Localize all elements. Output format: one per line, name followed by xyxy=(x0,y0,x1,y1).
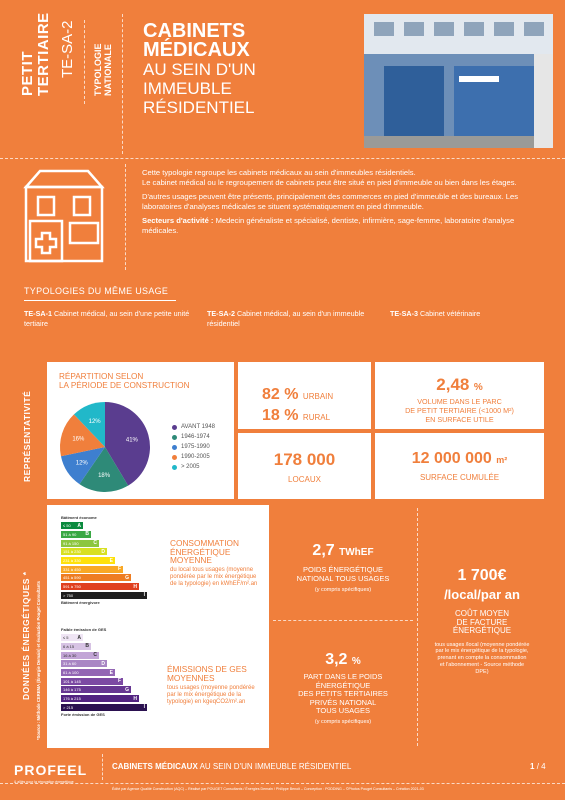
divider xyxy=(0,783,565,784)
part-note: (y compris spécifiques) xyxy=(314,718,372,725)
scale-range: 91 à 150 xyxy=(63,540,79,546)
scale-letter: H xyxy=(133,583,137,590)
same-usage-text: Cabinet médical, au sein d'un immeuble résidentiel xyxy=(207,309,365,328)
description-text: Le cabinet médical ou le regroupement de cabinets peut être situé en pied d'immeuble ou bien dans les étages. xyxy=(142,178,517,187)
scale-letter: C xyxy=(93,652,97,659)
scale-range: 176 à 215 xyxy=(63,696,81,702)
scale-letter: I xyxy=(143,592,145,599)
locaux-label: LOCAUX xyxy=(288,475,321,484)
divider xyxy=(125,164,126,270)
volume-unit: % xyxy=(473,382,483,393)
scale-letter: E xyxy=(109,557,113,564)
surface-panel xyxy=(375,433,544,499)
pie-slice-label: 41% xyxy=(125,437,138,444)
footer-title-rest: AU SEIN D'UN IMMEUBLE RÉSIDENTIEL xyxy=(197,762,352,771)
page-number xyxy=(530,762,546,771)
title-line: RÉSIDENTIEL xyxy=(143,98,255,117)
same-usage-item[interactable] xyxy=(207,309,375,329)
cost-desc: tous usages /local (moyenne pondérée par le mix énergétique de la typologie, prenant en compte la consommation et l'abonnement - Source méthode DPE) xyxy=(434,641,530,675)
scale-range: 591 à 750 xyxy=(63,584,81,590)
pie-slice-label: 18% xyxy=(98,472,111,479)
dpe-scale xyxy=(61,515,151,605)
scale-row xyxy=(61,651,151,659)
scale-row xyxy=(61,704,151,712)
ges-bottom-label: Forte émission de GES xyxy=(61,712,105,718)
same-usage-title: TYPOLOGIES DU MÊME USAGE xyxy=(24,286,169,296)
ges-top-label: Faible émission de GES xyxy=(61,627,107,632)
same-usage-code: TE-SA-3 xyxy=(390,309,418,318)
scale-range: ≤ 50 xyxy=(63,523,71,529)
footer-credits: Édité par Agence Qualité Construction (AQC) – Réalisé par POUGET Consultants / Énergies Demain / Philippe Benoit – Conception : PODDING – ©Photos Pouget Consultants – Création 2021-03 xyxy=(112,787,424,791)
pie-slice-label: 12% xyxy=(75,460,88,467)
legend-swatch xyxy=(172,445,177,450)
legend-item xyxy=(172,444,215,450)
rural-row xyxy=(262,407,372,425)
surface-row xyxy=(375,450,544,468)
part-label-line: TOUS USAGES xyxy=(315,706,371,715)
volume-label-line: VOLUME DANS LE PARC xyxy=(417,397,502,406)
footer-title-bold: CABINETS MÉDICAUX xyxy=(112,762,198,771)
typology-line-2: NATIONALE xyxy=(103,44,113,96)
legend-swatch xyxy=(172,435,177,440)
scale-letter: I xyxy=(143,704,145,711)
urban-rural-panel xyxy=(238,362,371,429)
divider xyxy=(417,508,418,746)
scale-range: 51 à 90 xyxy=(63,531,77,537)
scale-bar xyxy=(61,695,139,702)
scale-bar xyxy=(61,660,107,667)
legend-label: 1946-1974 xyxy=(181,434,210,440)
scale-letter: D xyxy=(101,660,105,667)
scale-letter: A xyxy=(77,522,81,529)
scale-row xyxy=(61,548,151,556)
scale-row xyxy=(61,592,151,600)
scale-range: > 215 xyxy=(63,704,74,710)
pie-title-line: LA PÉRIODE DE CONSTRUCTION xyxy=(59,381,190,390)
twh-label-line: POIDS ÉNERGÉTIQUE xyxy=(302,565,383,574)
category-label xyxy=(20,12,52,96)
scale-bar xyxy=(61,634,83,641)
scale-bar xyxy=(61,678,123,685)
rural-value: 18 % xyxy=(262,407,299,424)
scale-row xyxy=(61,634,151,642)
volume-label-line: EN SURFACE UTILE xyxy=(425,415,494,424)
same-usage-text: Cabinet médical, au sein d'une petite unité tertiaire xyxy=(24,309,190,328)
volume-row xyxy=(375,376,544,397)
legend-label: 1975-1990 xyxy=(181,444,210,450)
scale-row xyxy=(61,539,151,547)
cost-label-line: DE FACTURE xyxy=(456,617,508,627)
legend-item xyxy=(172,454,215,460)
title-line: IMMEUBLE xyxy=(143,79,232,98)
typology-code: TE-SA-2 xyxy=(59,20,76,78)
scale-bar xyxy=(61,643,91,650)
part-label-line: ÉNERGÉTIQUE xyxy=(315,680,371,690)
page-total: / 4 xyxy=(536,762,546,771)
scale-range: 61 à 100 xyxy=(63,670,79,675)
scale-row xyxy=(61,660,151,668)
divider xyxy=(273,620,413,621)
scale-row xyxy=(61,686,151,694)
scale-range: 151 à 230 xyxy=(63,549,81,555)
energy-source-note: *Source : Méthode CEREMA (Énergie Demain) et évaluation Pouget Consultants xyxy=(36,581,41,740)
cost-value: 1 700€ xyxy=(457,567,507,584)
dpe-top-label: Bâtiment économe xyxy=(61,515,97,520)
scale-range: > 750 xyxy=(63,592,74,598)
volume-label xyxy=(375,397,544,424)
title-line: CABINETS xyxy=(143,20,246,42)
pie-slice-label: 16% xyxy=(72,436,85,443)
scale-row xyxy=(61,522,151,530)
part-label-line: DES PETITS TERTIAIRES xyxy=(298,689,388,698)
scale-range: 101 à 145 xyxy=(63,678,81,684)
energy-label: DONNÉES ÉNERGÉTIQUES * xyxy=(21,571,31,700)
typology-national-label xyxy=(93,43,113,96)
same-usage-code: TE-SA-2 xyxy=(207,309,235,318)
typology-line-1: TYPOLOGIE xyxy=(93,43,103,96)
twh-panel xyxy=(273,505,413,617)
scale-letter: B xyxy=(85,531,89,538)
divider xyxy=(47,618,269,619)
cost-label-line: COÛT MOYEN xyxy=(454,609,510,618)
same-usage-item[interactable] xyxy=(390,309,550,319)
scale-bar xyxy=(61,592,147,599)
scale-bar xyxy=(61,652,99,659)
ges-scale xyxy=(61,627,151,717)
scale-letter: F xyxy=(117,678,121,685)
divider xyxy=(0,158,565,159)
representativity-label: REPRÉSENTATIVITÉ xyxy=(22,390,32,482)
scale-row xyxy=(61,695,151,703)
legend-swatch xyxy=(172,465,177,470)
divider xyxy=(24,300,176,301)
legend-label: > 2005 xyxy=(181,464,200,470)
dpe-bottom-label: Bâtiment énergivore xyxy=(61,600,100,606)
scale-letter: C xyxy=(93,540,97,547)
scale-range: 451 à 590 xyxy=(63,575,81,581)
scale-letter: H xyxy=(133,695,137,702)
sector-label: Secteurs d'activité : xyxy=(142,216,214,225)
title-line: MÉDICAUX xyxy=(143,39,250,61)
scale-range: 31 à 60 xyxy=(63,661,77,667)
scale-letter: A xyxy=(77,634,81,641)
conso-desc: du local tous usages (moyenne pondérée par le mix énergétique de la typologie) en kWhEF/m².an xyxy=(170,567,258,587)
scale-range: 146 à 175 xyxy=(63,687,81,693)
profeel-logo: PROFEEL xyxy=(14,762,88,778)
scale-bar xyxy=(61,686,131,693)
building-icon xyxy=(18,165,110,270)
volume-label-line: DE PETIT TERTIAIRE (<1000 M²) xyxy=(405,406,514,415)
twh-value: 2,7 xyxy=(312,542,335,559)
sector-text xyxy=(142,216,542,236)
legend-label: AVANT 1948 xyxy=(181,424,216,430)
scale-range: 331 à 450 xyxy=(63,566,81,572)
rural-label: RURAL xyxy=(302,413,331,422)
urban-value: 82 % xyxy=(262,386,299,403)
scale-range: ≤ 5 xyxy=(63,635,69,641)
pie-chart xyxy=(55,398,167,496)
pie-title xyxy=(59,372,190,390)
volume-panel xyxy=(375,362,544,429)
pie-slice-label: 12% xyxy=(88,419,101,426)
scale-bar xyxy=(61,522,83,529)
category-line-1: PETIT xyxy=(19,50,36,96)
description-text: D'autres usages peuvent être présents, principalement des commerces en pied d'immeuble et des bureaux. Les laboratoires d'analyses médicales se situent systématiquement en pied d'immeuble. xyxy=(142,192,519,211)
legend-item xyxy=(172,434,215,440)
pie-legend xyxy=(172,424,215,474)
scale-range: 6 à 15 xyxy=(63,643,75,649)
same-usage-code: TE-SA-1 xyxy=(24,309,52,318)
title-line: AU SEIN D'UN xyxy=(143,60,256,79)
cost-unit: /local/par an xyxy=(444,587,520,602)
scale-bar xyxy=(61,566,123,573)
volume-value: 2,48 xyxy=(436,375,470,394)
twh-note: (y compris spécifiques) xyxy=(314,587,372,593)
conso-title: CONSOMMATION ÉNERGÉTIQUE MOYENNE xyxy=(170,538,239,565)
divider xyxy=(84,20,85,104)
scale-bar xyxy=(61,574,131,581)
scale-row xyxy=(61,557,151,565)
legend-item xyxy=(172,464,215,470)
divider xyxy=(102,754,103,780)
sector-value: Medecin généraliste et spécialisé, dentiste, infirmière, sage-femme, laboratoire d'analyse médicales. xyxy=(142,216,515,235)
scale-range: 16 à 30 xyxy=(63,652,77,658)
scale-row xyxy=(61,677,151,685)
legend-item xyxy=(172,424,215,430)
scale-letter: D xyxy=(101,548,105,555)
twh-label-line: NATIONAL TOUS USAGES xyxy=(296,573,390,583)
scale-letter: F xyxy=(117,566,121,573)
category-line-2: TERTIAIRE xyxy=(35,12,52,96)
scale-row xyxy=(61,565,151,573)
logo-subtitle: & alliés pour la rénovation énergétique xyxy=(14,780,74,784)
same-usage-item[interactable] xyxy=(24,309,192,329)
surface-unit: m² xyxy=(496,455,508,465)
legend-swatch xyxy=(172,425,177,430)
surface-label: SURFACE CUMULÉE xyxy=(419,473,500,482)
scale-letter: G xyxy=(125,574,129,581)
scale-range: 231 à 330 xyxy=(63,558,81,563)
footer-title xyxy=(112,762,351,771)
locaux-value: 178 000 xyxy=(273,450,336,469)
cost-label-line: ÉNERGÉTIQUE xyxy=(452,626,512,635)
surface-value: 12 000 000 xyxy=(411,450,492,467)
scale-letter: G xyxy=(125,686,129,693)
locaux-panel xyxy=(238,433,371,499)
energy-panel xyxy=(47,505,269,748)
scale-row xyxy=(61,643,151,651)
building-photo xyxy=(364,14,553,148)
same-usage-text: Cabinet vétérinaire xyxy=(417,309,481,318)
part-label-line: PRIVÉS NATIONAL xyxy=(309,697,377,707)
legend-label: 1990-2005 xyxy=(181,454,210,460)
scale-bar xyxy=(61,548,107,555)
scale-bar xyxy=(61,540,99,547)
scale-row xyxy=(61,583,151,591)
page-title xyxy=(143,22,256,117)
part-value: 3,2 xyxy=(325,651,348,668)
divider xyxy=(122,14,123,154)
scale-bar xyxy=(61,531,91,538)
legend-swatch xyxy=(172,455,177,460)
part-panel xyxy=(273,623,413,748)
urban-label: URBAIN xyxy=(302,392,334,401)
page-current: 1 xyxy=(530,762,535,771)
part-unit: % xyxy=(351,656,361,667)
description xyxy=(142,168,542,236)
scale-row xyxy=(61,669,151,677)
ges-title: ÉMISSIONS DE GES MOYENNES xyxy=(167,664,247,683)
description-text: Cette typologie regroupe les cabinets médicaux au sein d'immeubles résidentiels. xyxy=(142,168,416,177)
scale-bar xyxy=(61,704,147,711)
pie-title-line: RÉPARTITION SELON xyxy=(59,372,144,381)
scale-bar xyxy=(61,583,139,590)
urban-row xyxy=(262,386,372,404)
part-label-line: PART DANS LE POIDS xyxy=(303,672,383,681)
scale-row xyxy=(61,574,151,582)
scale-letter: B xyxy=(85,643,89,650)
cost-panel xyxy=(420,505,544,748)
scale-letter: E xyxy=(109,669,113,676)
scale-bar xyxy=(61,557,115,564)
ges-desc: tous usages (moyenne pondérée par le mix énergétique de la typologie) en kgeqCO2/m².an xyxy=(167,685,255,705)
pie-panel xyxy=(47,362,234,499)
scale-bar xyxy=(61,669,115,676)
twh-unit: TWhEF xyxy=(339,547,374,558)
scale-row xyxy=(61,531,151,539)
